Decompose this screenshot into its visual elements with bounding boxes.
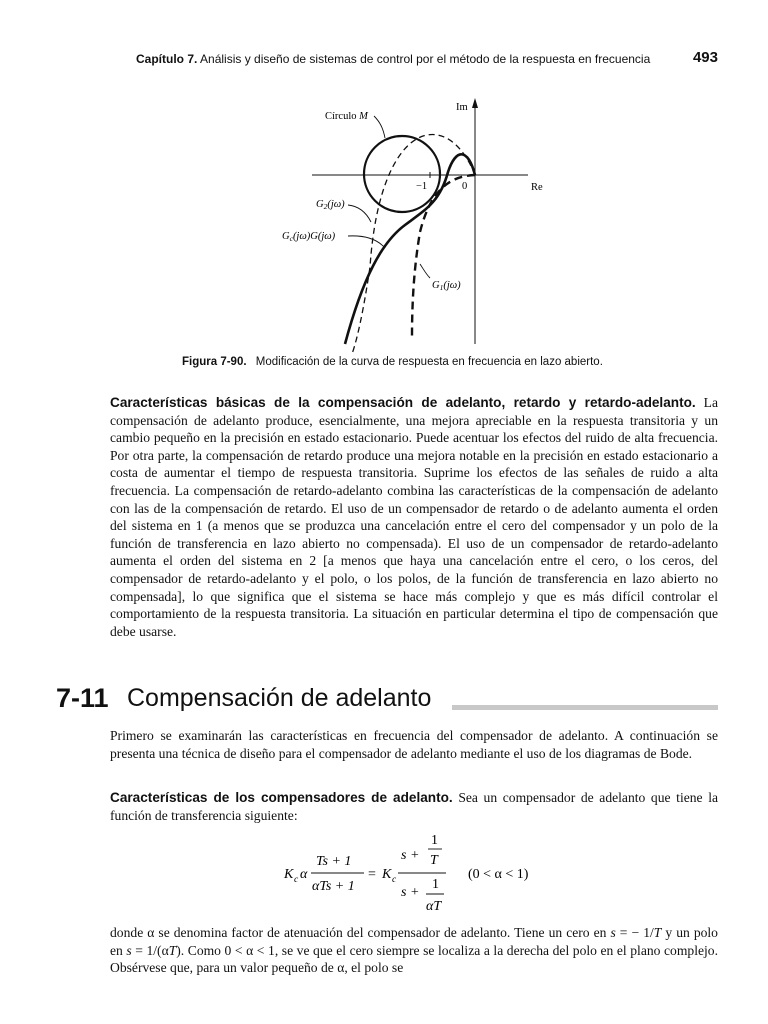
- paragraph-heading: Características básicas de la compensación de adelanto, retardo y retardo-adelanto.: [110, 395, 696, 410]
- g2-label: G2(jω): [316, 199, 345, 211]
- m-circle-label: Círculo M: [325, 111, 368, 122]
- var-s: s: [126, 942, 132, 958]
- eq-num1: Ts + 1: [316, 854, 352, 869]
- m-circle: [364, 136, 440, 212]
- var-t: T: [168, 942, 177, 958]
- text-run: = 1/(α: [131, 942, 169, 958]
- eq-condition: (0 < α < 1): [468, 867, 529, 882]
- chapter-label: Capítulo 7.: [136, 52, 198, 66]
- text-run: y un polo en: [110, 925, 718, 958]
- eq-lhs-k-sub: c: [294, 875, 299, 885]
- paragraph-heading: Características de los compensadores de adelanto.: [110, 790, 453, 805]
- figure-caption-text: Modificación de la curva de respuesta en frecuencia en lazo abierto.: [255, 356, 603, 368]
- zero-label: 0: [462, 181, 468, 192]
- text-run: donde α se denomina factor de atenuación del compensador de adelanto. Tiene un cero en: [110, 925, 607, 940]
- section-title: Compensación de adelanto: [127, 684, 432, 712]
- gc-g-label: Gc(jω)G(jω): [282, 231, 336, 243]
- paragraph-attenuation-factor: [110, 924, 718, 977]
- g1-label: G1(jω): [432, 280, 461, 292]
- im-axis-label: Im: [456, 102, 468, 113]
- section-heading: [56, 683, 718, 719]
- transfer-function-equation: [280, 830, 560, 916]
- section-number: 7-11: [56, 683, 109, 713]
- figure-nyquist-plot: [270, 92, 570, 354]
- eq-den-s-plus: s +: [401, 885, 420, 900]
- page-number: 493: [692, 49, 718, 66]
- g1-leader: [420, 264, 430, 278]
- paragraph-intro: [110, 727, 718, 762]
- m-circle-leader: [374, 116, 385, 138]
- chapter-title: Análisis y diseño de sistemas de control por el método de la respuesta en frecuencia: [200, 52, 651, 66]
- figure-number: Figura 7-90.: [182, 356, 247, 368]
- minus-one-label: −1: [416, 181, 428, 192]
- imaginary-axis-arrow: [472, 98, 478, 108]
- eq-rhs-k: K: [382, 867, 392, 882]
- paragraph-body: Sea un compensador de adelanto que tiene la función de transferencia siguiente:: [110, 790, 718, 823]
- figure-caption: [182, 356, 603, 368]
- eq-num-t: T: [430, 853, 438, 868]
- running-header: [136, 49, 718, 66]
- g2-leader: [348, 205, 371, 222]
- paragraph-lead-characteristics: [110, 789, 718, 824]
- eq-equals: =: [368, 867, 376, 882]
- g2-curve: [352, 134, 475, 354]
- eq-alpha: α: [300, 867, 308, 882]
- section-rule: [452, 705, 718, 710]
- eq-den-one: 1: [432, 877, 439, 892]
- paragraph-body: Primero se examinarán las características en frecuencia del compensador de adelanto. A continuación se presenta una técnica de diseño para el compensador de adelanto mediante el uso de los diagramas de Bode.: [110, 728, 718, 761]
- text-run: ). Como 0 < α < 1, se ve que el cero siempre se localiza a la derecha del polo en el plano complejo. Obsérvese que, para un valor pequeño de α, el polo se: [110, 942, 718, 976]
- paragraph-body: La compensación de adelanto produce, esencialmente, una mejora apreciable en la respuesta transitoria y un cambio pequeño en la precisión en estado estacionario. Puede acentuar los efectos del ruido de alta frecuencia. Por otra parte, la compensación de retardo produce una mejora notable en la precisión en estado estacionario a costa de aumentar el tiempo de respuesta transitoria. Suprime los efectos de las señales de ruido a alta frecuencia. La compensación de retardo-adelanto combina las características de la compensación de adelanto con las de la compensación de retardo. El uso de un compensador de retardo o de adelanto aumenta el orden del sistema en 1 (a menos que se produzca una cancelación entre el cero del compensador y un polo de la función de transferencia en lazo abierto no compensada). El uso de un compensador de retardo-adelanto aumenta el orden del sistema en 2 [a menos que haya una cancelación entre el cero, o los ceros, del compensador de retardo-adelanto y el polo, o los polos, de la función de transferencia en lazo abierto no compensada], lo que significa que el sistema se hace más complejo y que es más difícil controlar el comportamiento de la respuesta transitoria. La situación en particular determina el tipo de compensación que debe usarse.: [110, 395, 718, 639]
- eq-den1: αTs + 1: [312, 879, 355, 894]
- text-run: = − 1/: [615, 925, 654, 940]
- eq-num-one: 1: [431, 833, 438, 848]
- eq-lhs-k: K: [284, 867, 294, 882]
- var-s: s: [610, 925, 616, 940]
- gc-g-leader: [348, 236, 385, 248]
- paragraph-compensation-basics: [110, 394, 718, 640]
- g1-curve: [412, 175, 475, 336]
- re-axis-label: Re: [531, 182, 543, 193]
- eq-rhs-k-sub: c: [392, 875, 397, 885]
- eq-den-alpha-t: αT: [426, 899, 442, 914]
- eq-num-s-plus: s +: [401, 848, 420, 863]
- var-t: T: [653, 925, 662, 940]
